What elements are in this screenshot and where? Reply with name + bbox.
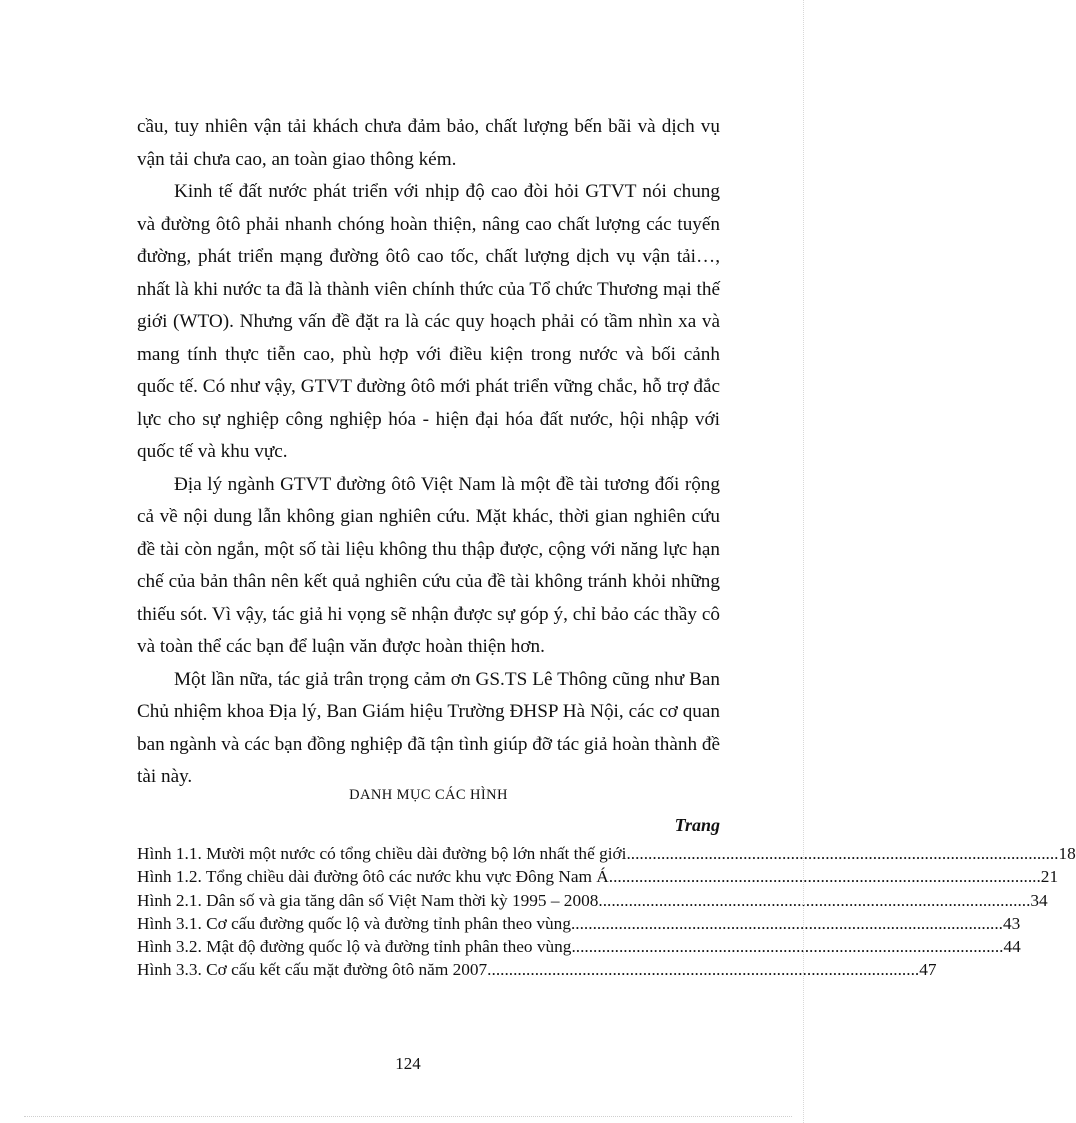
dot-leader [626, 842, 1058, 865]
figure-list-item[interactable] [137, 842, 1076, 865]
figure-page: 43 [1003, 913, 1021, 933]
page-right-divider [803, 0, 804, 1123]
figure-title: Hình 3.3. Cơ cấu kết cấu mặt đường ôtô năm 2007 [137, 960, 488, 980]
figure-title: Hình 2.1. Dân số và gia tăng dân số Việt Nam thời kỳ 1995 – 2008 [137, 890, 599, 910]
dot-leader [598, 889, 1030, 912]
figure-title: Hình 1.1. Mười một nước có tổng chiều dài đường bộ lớn nhất thế giới [137, 844, 627, 863]
figure-title: Hình 3.2. Mật độ đường quốc lộ và đường tỉnh phân theo vùng [137, 937, 572, 957]
figure-list-item[interactable] [137, 958, 937, 981]
paragraph-development: Kinh tế đất nước phát triển với nhịp độ cao đòi hỏi GTVT nói chung và đường ôtô phải nhanh chóng hoàn thiện, nâng cao chất lượng các tuyến đường, phát triển mạng đường ôtô cao tốc, chất lượng dịch vụ vận tải…, nhất là khi nước ta đã là thành viên chính thức của Tổ chức Thương mại thế giới (WTO). Nhưng vấn đề đặt ra là các quy hoạch phải có tầm nhìn xa và mang tính thực tiễn cao, phù hợp với điều kiện trong nước và bối cảnh quốc tế. Có như vậy, GTVT đường ôtô mới phát triển vững chắc, hỗ trợ đắc lực cho sự nghiệp công nghiệp hóa - hiện đại hóa đất nước, hội nhập với quốc tế và khu vực. [137, 181, 720, 462]
figure-page: 34 [1030, 890, 1048, 910]
page-number: 124 [395, 1054, 421, 1073]
figure-title: Hình 3.1. Cơ cấu đường quốc lộ và đường tỉnh phân theo vùng [137, 913, 571, 933]
figure-list-item[interactable] [137, 935, 1021, 958]
figure-page: 18 [1058, 844, 1076, 863]
figure-list-heading: DANH MỤC CÁC HÌNH [349, 787, 508, 803]
page-column-label: Trang [674, 815, 720, 835]
dot-leader [609, 865, 1041, 888]
figure-title: Hình 1.2. Tổng chiều dài đường ôtô các nước khu vực Đông Nam Á [137, 867, 609, 887]
body-text [137, 111, 720, 794]
figure-page: 21 [1040, 867, 1059, 887]
paragraph-acknowledgement: Một lần nữa, tác giả trân trọng cảm ơn GS.TS Lê Thông cũng như Ban Chủ nhiệm khoa Địa lý, Ban Giám hiệu Trường ĐHSP Hà Nội, các cơ quan ban ngành và các bạn đồng nghiệp đã tận tình giúp đỡ tác giả hoàn thành đề tài này. [137, 668, 720, 787]
figure-list-item[interactable] [137, 912, 1021, 935]
page-bottom-divider [24, 1116, 792, 1117]
paragraph-continuation: cầu, tuy nhiên vận tải khách chưa đảm bảo, chất lượng bến bãi và dịch vụ vận tải chưa cao, an toàn giao thông kém. [137, 116, 720, 170]
paragraph-scope: Địa lý ngành GTVT đường ôtô Việt Nam là một đề tài tương đối rộng cả về nội dung lẫn không gian nghiên cứu. Mặt khác, thời gian nghiên cứu đề tài còn ngắn, một số tài liệu không thu thập được, cộng với năng lực hạn chế của bản thân nên kết quả nghiên cứu của đề tài không tránh khỏi những thiếu sót. Vì vậy, tác giả hi vọng sẽ nhận được sự góp ý, chỉ bảo các thầy cô và toàn thể các bạn để luận văn được hoàn thiện hơn. [137, 473, 720, 657]
figure-page: 44 [1003, 937, 1021, 957]
dot-leader [487, 958, 919, 981]
dot-leader [571, 935, 1003, 958]
figure-list [137, 842, 1076, 982]
figure-page: 47 [919, 960, 937, 980]
dot-leader [571, 912, 1003, 935]
figure-list-item[interactable] [137, 889, 1048, 912]
figure-list-item[interactable] [137, 865, 1059, 888]
